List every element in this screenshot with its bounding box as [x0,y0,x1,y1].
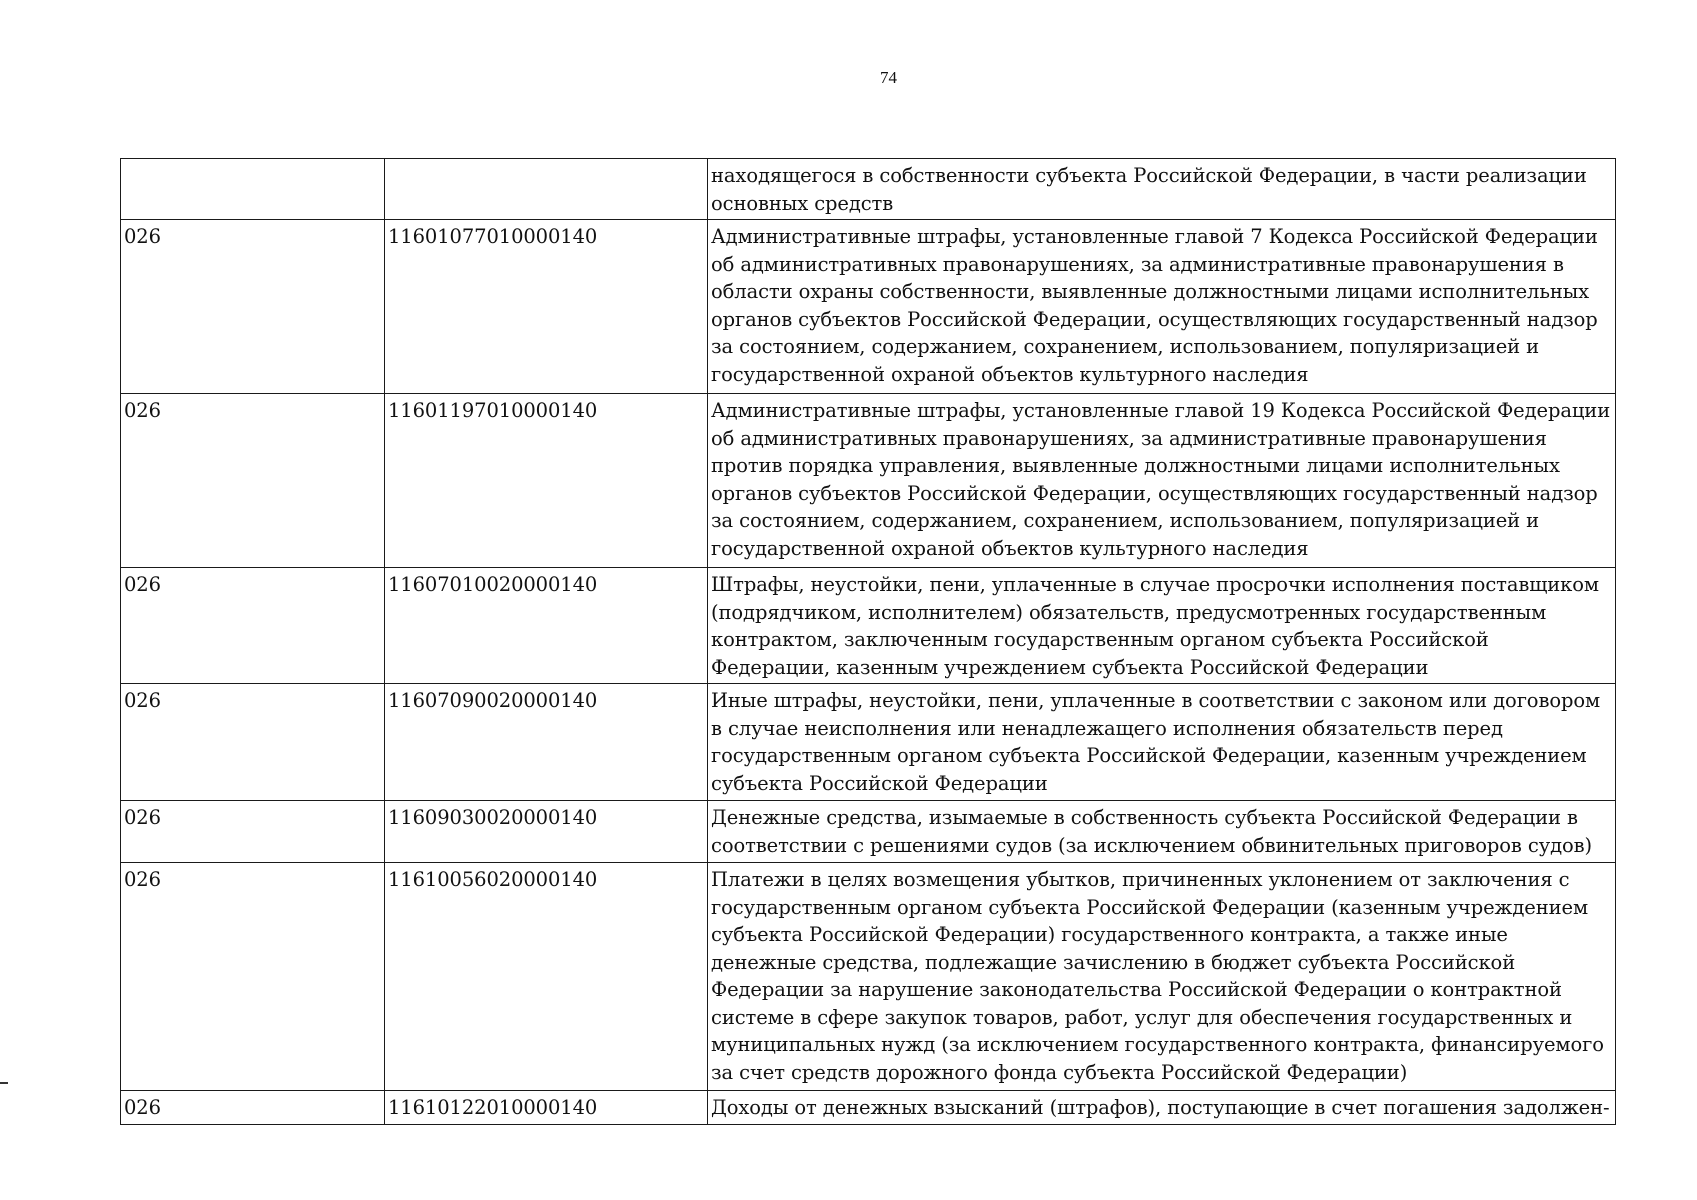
admin-code-cell [121,159,385,220]
description-cell: находящегося в собственности субъекта Российской Федерации, в части реализации основных средств [708,159,1616,220]
table-row [121,1091,1616,1125]
admin-code-cell: 026 [121,684,385,801]
margin-tick [0,1082,8,1084]
description-cell: Денежные средства, изымаемые в собственность субъекта Российской Федерации в соответствии с решениями судов (за исключением обвинительных приговоров судов) [708,801,1616,863]
budget-code-cell: 11610122010000140 [385,1091,708,1125]
description-cell: Доходы от денежных взысканий (штрафов), поступающие в счет погашения задолжен- [708,1091,1616,1125]
page-number: 74 [880,68,897,87]
admin-code-cell: 026 [121,394,385,568]
budget-code-cell: 11609030020000140 [385,801,708,863]
description-cell: Административные штрафы, установленные главой 7 Кодекса Российской Федерации об административных правонарушениях, за административные правонарушения в области охраны собственности, выявленные должностными лицами исполнительных органов субъектов Российской Федерации, осуществляющих государственный надзор за состоянием, содержанием, сохранением, использованием, популяризацией и государственной охраной объектов культурного наследия [708,220,1616,394]
admin-code-cell: 026 [121,801,385,863]
budget-code-cell [385,159,708,220]
budget-code-cell: 11601077010000140 [385,220,708,394]
table-row [121,801,1616,863]
budget-codes-table [120,158,1616,1125]
budget-code-cell: 11601197010000140 [385,394,708,568]
admin-code-cell: 026 [121,1091,385,1125]
description-cell: Штрафы, неустойки, пени, уплаченные в случае просрочки исполнения поставщиком (подрядчиком, исполнителем) обязательств, предусмотренных государственным контрактом, заключенным государственным органом субъекта Российской Федерации, казенным учреждением субъекта Российской Федерации [708,568,1616,684]
table-row [121,863,1616,1091]
description-cell: Платежи в целях возмещения убытков, причиненных уклонением от заключения с государственным органом субъекта Российской Федерации (казенным учреждением субъекта Российской Федерации) государственного контракта, а также иные денежные средства, подлежащие зачислению в бюджет субъекта Российской Федерации за нарушение законодательства Российской Федерации о контрактной системе в сфере закупок товаров, работ, услуг для обеспечения государственных и муниципальных нужд (за исключением государственного контракта, финансируемого за счет средств дорожного фонда субъекта Российской Федерации) [708,863,1616,1091]
table-row [121,220,1616,394]
table-row [121,394,1616,568]
table-row [121,568,1616,684]
table-row [121,159,1616,220]
budget-code-cell: 11610056020000140 [385,863,708,1091]
budget-code-cell: 11607010020000140 [385,568,708,684]
table-row [121,684,1616,801]
description-cell: Административные штрафы, установленные главой 19 Кодекса Российской Федерации об административных правонарушениях, за административные правонарушения против порядка управления, выявленные должностными лицами исполнительных органов субъектов Российской Федерации, осуществляющих государственный надзор за состоянием, содержанием, сохранением, использованием, популяризацией и государственной охраной объектов культурного наследия [708,394,1616,568]
admin-code-cell: 026 [121,863,385,1091]
admin-code-cell: 026 [121,220,385,394]
description-cell: Иные штрафы, неустойки, пени, уплаченные в соответствии с законом или договором в случае неисполнения или ненадлежащего исполнения обязательств перед государственным органом субъекта Российской Федерации, казенным учреждением субъекта Российской Федерации [708,684,1616,801]
budget-code-cell: 11607090020000140 [385,684,708,801]
admin-code-cell: 026 [121,568,385,684]
